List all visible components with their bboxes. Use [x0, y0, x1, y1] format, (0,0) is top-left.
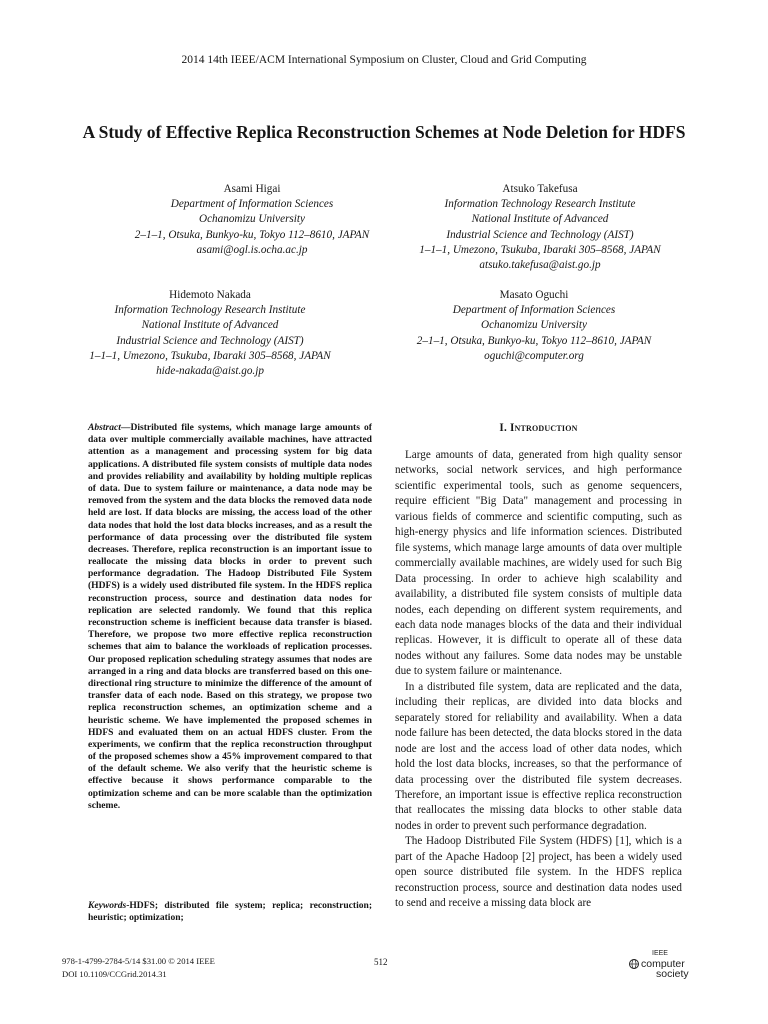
right-column: [395, 422, 682, 912]
author-affiliation-line: Information Technology Research Institute: [444, 198, 636, 211]
author-affiliation-line: Ochanomizu University: [199, 213, 305, 226]
footer-isbn: 978-1-4799-2784-5/14 $31.00 © 2014 IEEE: [62, 956, 215, 966]
author-block-2: [370, 182, 710, 273]
section-number: I.: [499, 422, 507, 434]
conference-header: 2014 14th IEEE/ACM International Symposium on Cluster, Cloud and Grid Computing: [181, 54, 587, 66]
author-affiliation-line: 1–1–1, Umezono, Tsukuba, Ibaraki 305–8568, JAPAN: [419, 243, 661, 256]
footer-doi: DOI 10.1109/CCGrid.2014.31: [62, 969, 167, 979]
section-heading: [395, 422, 682, 434]
ieee-computer-society-logo: [628, 946, 698, 984]
author-affiliation-line: Industrial Science and Technology (AIST): [446, 228, 634, 241]
footer-left: [62, 955, 215, 981]
author-affiliation-line: Department of Information Sciences: [170, 198, 334, 211]
intro-paragraph-3: The Hadoop Distributed File System (HDFS) [1], which is a part of the Apache Hadoop [2] project, has been a widely used open source distributed file system. In the HDFS replica reconstruction process, source and destination data nodes used to send and receive a missing data block are: [395, 835, 682, 910]
section-title: Introduction: [509, 422, 578, 434]
author-name: Masato Oguchi: [499, 289, 569, 301]
logo-text-middle: computer: [641, 958, 685, 970]
author-affiliation-line: National Institute of Advanced: [141, 319, 279, 332]
author-name: Atsuko Takefusa: [502, 183, 578, 195]
author-block-4: [364, 288, 704, 364]
keywords-text: -HDFS; distributed file system; replica; reconstruction; heuristic; optimization;: [88, 900, 372, 924]
author-affiliation-line: 2–1–1, Otsuka, Bunkyo-ku, Tokyo 112–8610, JAPAN: [134, 228, 370, 241]
author-affiliation-line: 2–1–1, Otsuka, Bunkyo-ku, Tokyo 112–8610, JAPAN: [416, 334, 652, 347]
author-name: Hidemoto Nakada: [169, 289, 251, 301]
intro-paragraph-1: Large amounts of data, generated from high quality sensor networks, social network services, and high performance scientific experimental tools, such as genome sequencers, require efficient "Big Data" management and processing in various fields of commerce and scientific computing, such as high-energy physics and life information sciences. Distributed file systems, which manage large amounts of data over multiple commercially available machines, are widely used for such Big Data processing. In order to achieve high scalability and availability, a distributed file system consists of multiple data nodes, each depending on different system requirements, and each data node manages blocks of the data and their individual replicas. However, it is difficult to operate all of these data nodes without any failures. Some data nodes may be unstable due to system failure or maintenance.: [395, 449, 682, 678]
author-affiliation-line: Ochanomizu University: [481, 319, 587, 332]
author-email: oguchi@computer.org: [484, 349, 584, 362]
author-affiliation-line: Department of Information Sciences: [452, 304, 616, 317]
author-block-3: [40, 288, 380, 379]
abstract-label: Abstract: [88, 422, 121, 433]
keywords-label: Keywords: [88, 900, 127, 911]
left-column: [88, 422, 372, 812]
author-email: hide-nakada@aist.go.jp: [156, 365, 264, 378]
keywords: [88, 900, 372, 924]
page-number: 512: [374, 957, 388, 967]
author-affiliation-line: Industrial Science and Technology (AIST): [116, 334, 304, 347]
paper-title: A Study of Effective Replica Reconstruction Schemes at Node Deletion for HDFS: [82, 122, 686, 142]
logo-text-bottom: society: [656, 968, 689, 980]
logo-text-top: IEEE: [652, 950, 668, 957]
author-affiliation-line: National Institute of Advanced: [471, 213, 609, 226]
author-affiliation-line: Information Technology Research Institute: [114, 304, 306, 317]
abstract: [88, 422, 372, 812]
author-email: atsuko.takefusa@aist.go.jp: [479, 259, 601, 272]
author-affiliation-line: 1–1–1, Umezono, Tsukuba, Ibaraki 305–8568, JAPAN: [89, 349, 331, 362]
intro-paragraph-2: In a distributed file system, data are replicated and the data, including their replicas, are divided into data blocks and separately stored for reliability and availability. When a data node failure has been detected, the data blocks stored in the data node are lost and the access load of other data nodes, which hold the lost data blocks, increases, so that the performance of data processing over the distributed file system decreases. Therefore, an important issue is effective replica reconstruction that reallocates the missing data blocks to other stable data nodes in order to prevent such performance degradation.: [395, 680, 682, 832]
author-name: Asami Higai: [223, 183, 281, 195]
abstract-text: —Distributed file systems, which manage large amounts of data over multiple commercially available machines, have attracted attention as a management and processing system for big data applications. A distributed file system consists of multiple data nodes and provides reliability and availability by holding multiple replicas of data. Due to system failure or maintenance, a data node may be removed from the system and the data blocks the removed data node held are lost. If data blocks are missing, the access load of the other data nodes that hold the lost data blocks increases, and as a result the performance of data processing over the distributed file system decreases. Therefore, replica reconstruction is an important issue to reallocate the missing data blocks in order to prevent such performance degradation. The Hadoop Distributed File System (HDFS) is a widely used distributed file system. In the HDFS replica reconstruction process, source and destination data nodes for replication are selected randomly. We found that this replica reconstruction scheme is inefficient because data transfer is biased. Therefore, we propose two more effective replica reconstruction schemes that aim to balance the workloads of replication processes. Our proposed replication scheduling strategy assumes that nodes are arranged in a ring and data blocks are transferred based on this one-directional ring structure to minimize the difference of the amount of transfer data of each node. Based on this strategy, we propose two replica reconstruction schemes, an optimization scheme and a heuristic scheme. We have implemented the proposed schemes in HDFS and evaluated them on an actual HDFS cluster. From the experiments, we confirm that the replica reconstruction throughput of the proposed schemes show a 45% improvement compared to that of the default scheme. We also verify that the heuristic scheme is effective because it shows performance comparable to the optimization scheme and can be more scalable than the optimization scheme.: [88, 422, 372, 811]
author-email: asami@ogl.is.ocha.ac.jp: [196, 243, 308, 256]
